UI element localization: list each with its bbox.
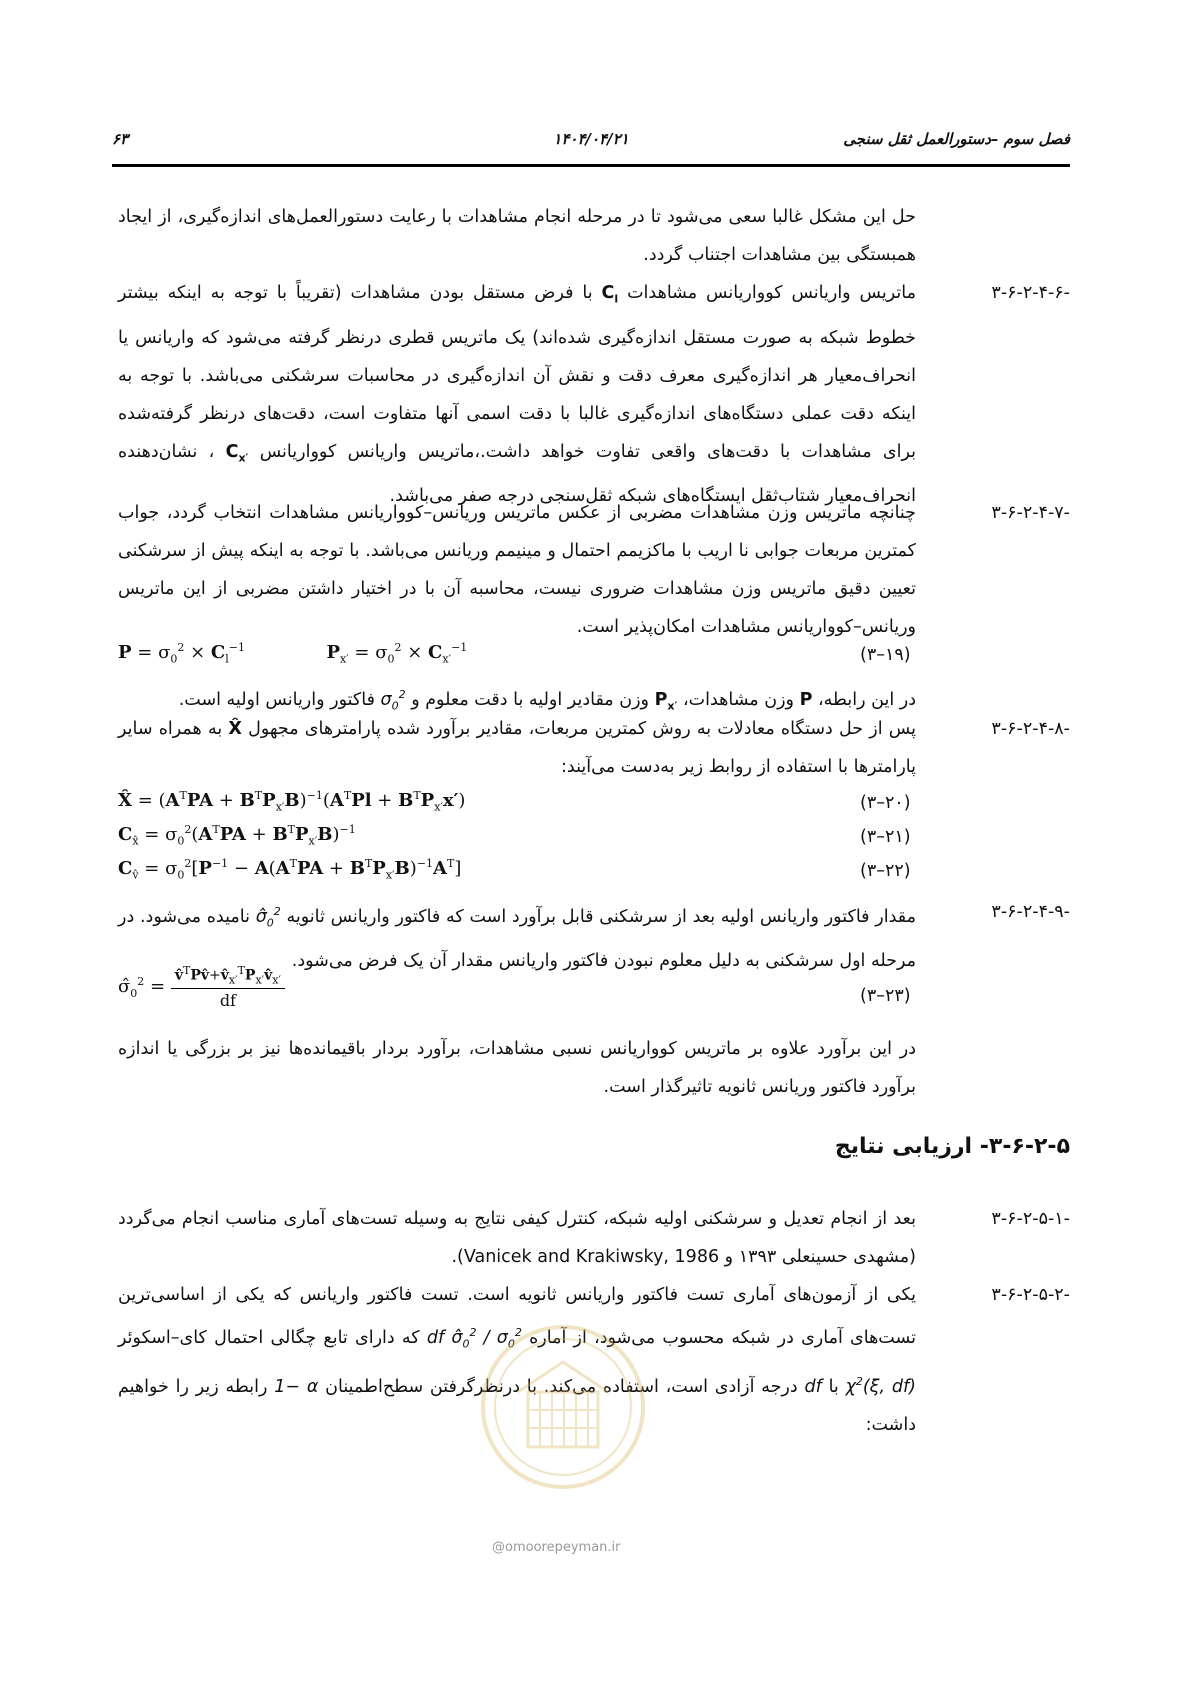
sigma0-symbol: $\sigma_0^2$ (380, 688, 406, 713)
sigma0-hat-symbol: $\sigmâ_0^2$ (255, 905, 281, 930)
s2-text-b: که دارای تابع چگالی احتمال کای–اسکوئر (118, 1327, 420, 1348)
equation-3-19: $P = \sigma_0^2 \times C_l^{-1}$ $P_{x'} = \sigma_0^2 \times C_{x'}^{-1}$ (118, 641, 468, 666)
df-symbol: df (804, 1377, 822, 1398)
equation-3-22: $C_{v̂} = \sigma_0^2[P^{-1} - A(A^TPA + B^TP_{x'}B)^{-1}A^T]$ (118, 857, 462, 882)
watermark-site-text: omoorepeyman.ir (505, 1540, 621, 1555)
item-number-5-2: ۳-۶-۲-۵-۲- (991, 1285, 1070, 1305)
after19-text-b: وزن مشاهدات، (682, 689, 795, 710)
xhat-symbol: X̂ (228, 719, 242, 739)
p6-text-a: ماتریس واریانس کوواریانس مشاهدات (627, 283, 916, 303)
test-statistic: df $\sigmâ_0^2 / \sigma_0^2$ (426, 1326, 522, 1351)
equation-3-21: $C_{x̂} = \sigma_0^2(A^TPA + B^TP_{x'}B)^{-1}$ (118, 823, 356, 848)
after19-text-c: وزن مقادیر اولیه با دقت معلوم و (411, 689, 649, 710)
p9-text-b: نامیده می‌شود. در مرحله اول سرشکنی به دلیل معلوم نبودن فاکتور واریانس مقدار آن یک فرض می‌شود. (118, 906, 916, 972)
item-number-4-6: ۳-۶-۲-۴-۶- (991, 283, 1070, 303)
after19-text-d: فاکتور واریانس اولیه است. (178, 689, 375, 710)
equation-3-20: X̂ = $(A^TPA + B^TP_{x'}B)^{-1}(A^TPl + B^TP_{x'}x')$ (118, 789, 466, 814)
reference-vanicek: Vanicek and Krakiwsky, 1986 (463, 1247, 720, 1267)
intro-paragraph: حل این مشکل غالبا سعی می‌شود تا در مرحله انجام مشاهدات با رعایت دستورالعمل‌های اندازه‌گیری، از ایجاد همبستگی بین مشاهدات اجتناب گردد. (118, 207, 916, 265)
px-symbol: $P_{x'}$ (654, 689, 678, 713)
paragraph-4-7: چنانچه ماتریس وزن مشاهدات مضربی از عکس ماتریس وریانس–کوواریانس مشاهدات انتخاب گردد، جواب کمترین مربعات جوابی نا اریب با ماکزیمم احتمال و مینیمم وریانس می‌باشد. با توجه به اینکه پیش از سرشکنی تعیین دقیق ماتریس وزن مشاهدات ضروری نیست، محاسبه آن با در اختیار داشتن مضربی از این ماتریس وریانس–کوواریانس مشاهدات امکان‌پذیر است. (118, 503, 916, 637)
item-number-5-1: ۳-۶-۲-۵-۱- (991, 1209, 1070, 1229)
s1-end: ). (451, 1247, 464, 1267)
equation-3-23: $\sigmâ_0^2$ = $\frac{v̂^TPv̂+v̂_{x'}^TP_{x'}v̂_{x'}}{df}$ (118, 964, 285, 1010)
paragraph-after-3-23: در این برآورد علاوه بر ماتریس کوواریانس نسبی مشاهدات، برآورد بردار باقیمانده‌ها نیز بر بزرگی یا اندازه برآورد فاکتور وریانس ثانویه تاثیرگذار است. (118, 1039, 916, 1097)
p9-text-a: مقدار فاکتور واریانس اولیه بعد از سرشکنی قابل برآورد است که فاکتور واریانس ثانویه (286, 906, 916, 927)
s2-text-d: درجه آزادی است، استفاده می‌کند. با درنظرگرفتن سطح‌اطمینان (325, 1377, 798, 1398)
item-number-4-9: ۳-۶-۲-۴-۹- (991, 902, 1070, 922)
equation-3-19-number: (۳–۱۹) (860, 645, 911, 665)
fraction: $\frac{v̂^TPv̂+v̂_{x'}^TP_{x'}v̂_{x'}}{df}$ (171, 964, 285, 1010)
item-number-4-7: ۳-۶-۲-۴-۷- (991, 503, 1070, 523)
s2-text-c: با (828, 1377, 839, 1398)
equation-3-22-number: (۳–۲۲) (860, 861, 911, 881)
s2-text-e: رابطه زیر را خواهیم داشت: (118, 1377, 916, 1436)
page-number: ۶۳ (112, 130, 129, 148)
item-number-4-8: ۳-۶-۲-۴-۸- (991, 719, 1070, 739)
equation-3-23-number: (۳–۲۳) (860, 986, 911, 1006)
chapter-title: فصل سوم –دستورالعمل ثقل سنجی (843, 130, 1070, 148)
after19-text-a: در این رابطه، (818, 689, 916, 710)
watermark-logo-icon (478, 1322, 648, 1492)
section-heading: ۳-۶-۲-۵- ارزیابی نتایج (834, 1134, 1070, 1159)
header-rule (112, 164, 1070, 167)
p6-text-b: با فرض مستقل بودن مشاهدات (تقریباً با توجه به اینکه بیشتر خطوط شبکه به صورت مستقل اندازه‌گیری شده‌اند) یک ماتریس قطری درنظر گرفته می‌شود که واریانس یا انحراف‌معیار هر اندازه‌گیری معرف دقت و نقش آن اندازه‌گیری در محاسبات سرشکنی می‌باشد. با توجه به اینکه دقت عملی دستگاه‌های اندازه‌گیری غالبا با دقت اسمی آنها متفاوت است، دقت‌های درنظر گرفته‌شده برای مشاهدات با دقت‌های واقعی تفاوت خواهد داشت.،ماتریس واریانس کوواریانس (118, 283, 916, 462)
paragraph-4-6 (118, 274, 916, 515)
paragraph-4-8 (118, 710, 916, 786)
chi-square-symbol: $\chi^2(\xi$, df) (845, 1375, 916, 1398)
equation-3-20-number: (۳–۲۰) (860, 793, 911, 813)
at-icon: @ (492, 1540, 505, 1555)
p8-text-b: به همراه سایر پارامترها با استفاده از روابط زیر به‌دست می‌آیند: (118, 719, 916, 777)
cx-symbol: $C_{x'}$ (225, 441, 249, 464)
paragraph-5-1 (118, 1200, 916, 1276)
p8-text-a: پس از حل دستگاه معادلات به روش کمترین مربعات، مقادیر برآورد شده پارامترهای مجهول (248, 719, 916, 739)
alpha-symbol: 1− α (274, 1377, 319, 1398)
p-symbol: P (799, 689, 813, 710)
page-header (112, 130, 1070, 156)
watermark-site (492, 1540, 620, 1555)
header-date: ۱۴۰۴/۰۴/۲۱ (553, 130, 629, 148)
cl-symbol: $C_l$ (601, 283, 619, 306)
s1-text-a: بعد از انجام تعدیل و سرشکنی اولیه شبکه، کنترل کیفی نتایج به وسیله تست‌های آماری مناسب انجام می‌گردد (مشهدی حسینعلی ۱۳۹۳ و (118, 1209, 916, 1267)
s2-text-a: یکی از آزمون‌های آماری تست فاکتور واریانس ثانویه است. تست فاکتور واریانس که یکی از اساسی‌ترین تست‌های آماری در شبکه محسوب می‌شود، از آماره (118, 1285, 916, 1348)
equation-3-21-number: (۳–۲۱) (860, 827, 911, 847)
p6-text-c: ، نشان‌دهنده انحراف‌معیار شتاب‌ثقل ایستگاه‌های شبکه ثقل‌سنجی درجه صفر می‌باشد. (118, 441, 916, 506)
